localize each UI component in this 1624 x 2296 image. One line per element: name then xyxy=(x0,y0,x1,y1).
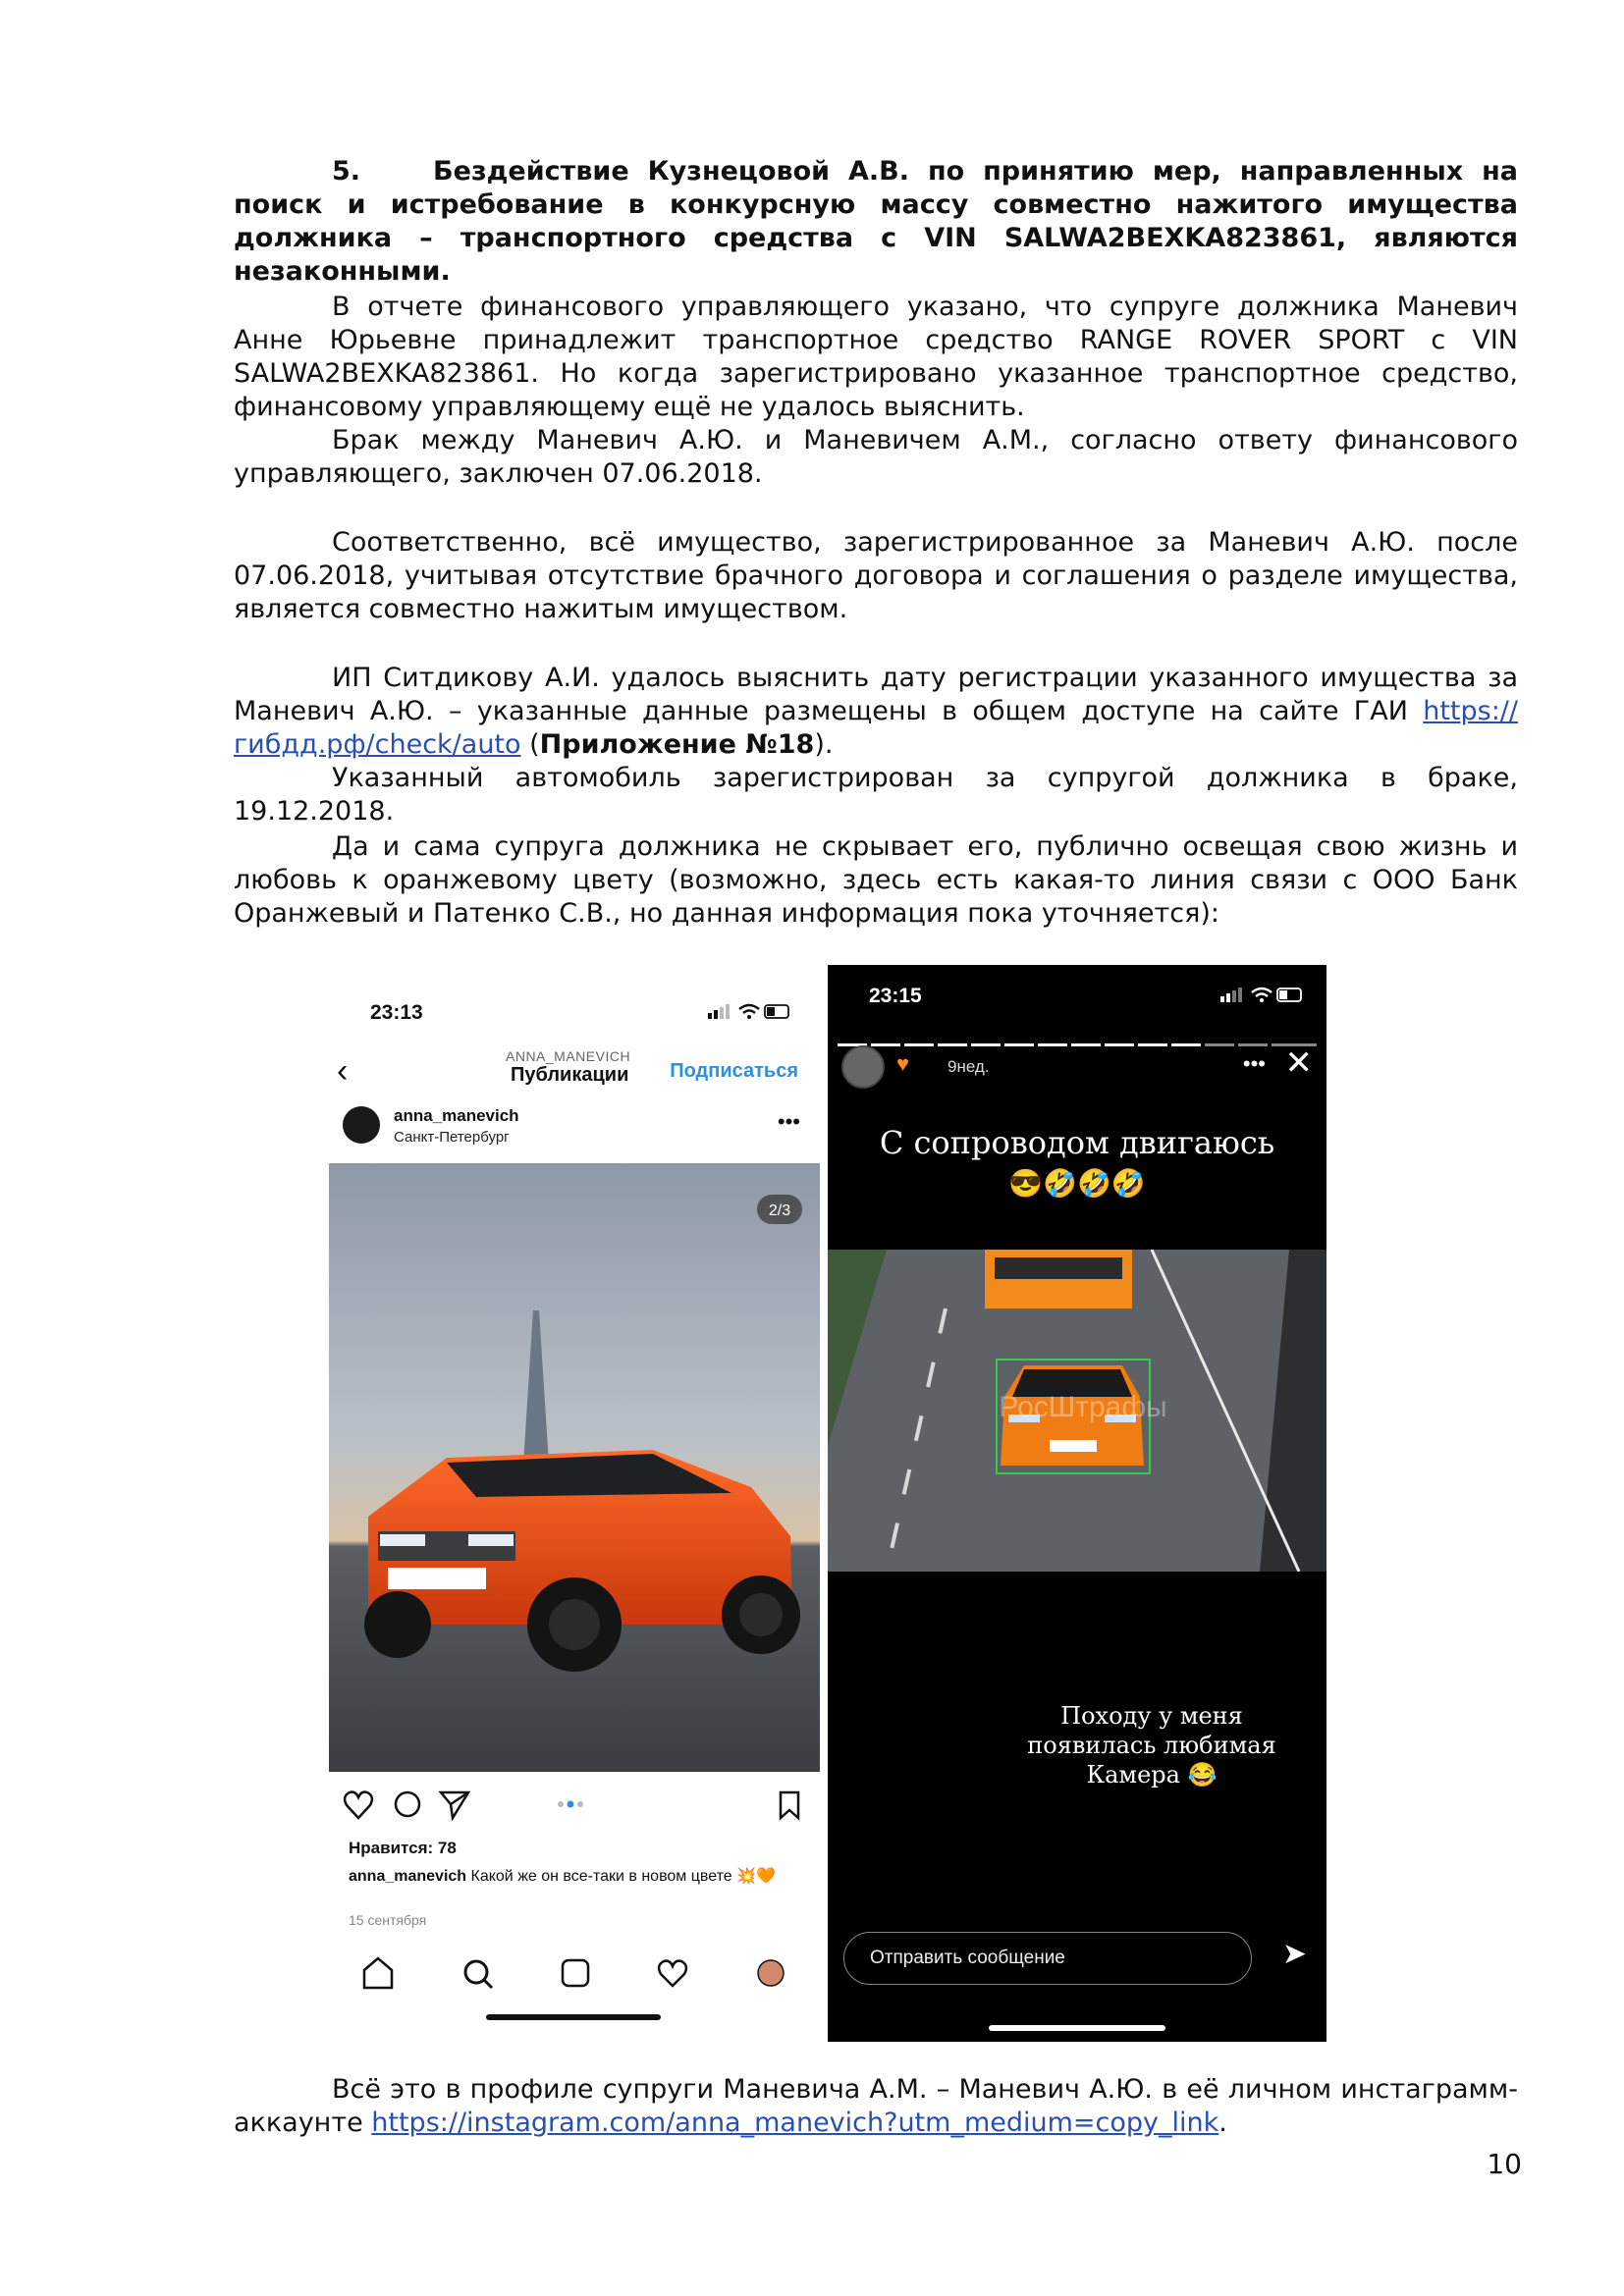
subscribe-button[interactable]: Подписаться xyxy=(670,1060,798,1082)
more-options-icon[interactable]: ••• xyxy=(777,1109,800,1134)
search-icon[interactable] xyxy=(465,1961,487,1983)
likes-count: Нравится: 78 xyxy=(349,1839,457,1857)
story-emoji: 😎🤣🤣🤣 xyxy=(1008,1168,1146,1199)
post-caption xyxy=(349,1867,800,1887)
home-indicator xyxy=(989,2025,1165,2031)
paragraph-2-text: Брак между Маневич А.Ю. и Маневичем А.М., согласно ответу финансового управляющего, заключен 07.06.2018. xyxy=(234,425,1518,489)
paragraph-7-end: . xyxy=(1218,2108,1227,2138)
back-chevron-icon[interactable]: ‹ xyxy=(337,1052,349,1090)
paragraph-7-start: Всё это в профиле супруги Маневича А.М. – Маневич А.Ю. в её личном инстаграмм-аккаунте xyxy=(234,2074,1518,2138)
story-title: С сопроводом двигаюсь xyxy=(879,1124,1275,1161)
heading-text: Бездействие Кузнецовой А.В. по принятию мер, направленных на поиск и истребование в конкурсную массу совместно нажитого имущества должника – транспортного средства с VIN SALWA2BEXKA823861, являются незаконными. xyxy=(234,156,1518,287)
paragraph-7-text xyxy=(234,2073,1518,2140)
status-icons xyxy=(1218,985,1305,1009)
header-username: ANNA_MANEVICH xyxy=(506,1048,631,1064)
header-title: Публикации xyxy=(511,1064,629,1086)
comment-icon[interactable] xyxy=(396,1792,419,1816)
caption-text: Какой же он все-таки в новом цвете 💥🧡 xyxy=(466,1868,776,1885)
paragraph-3-text: Соответственно, всё имущество, зарегистрированное за Маневич А.Ю. после 07.06.2018, учитывая отсутствие брачного договора и соглашения о разделе имущества, является совместно нажитым имуществом. xyxy=(234,527,1518,624)
activity-heart-icon[interactable] xyxy=(659,1961,686,1986)
profile-avatar-icon[interactable] xyxy=(758,1960,784,1986)
paragraph-4-start: ИП Ситдикову А.И. удалось выяснить дату регистрации указанного имущества за Маневич А.Ю. – указанные данные размещены в общем доступе на сайте ГАИ xyxy=(234,663,1518,726)
paragraph-3 xyxy=(234,526,1518,626)
image-counter: 2/3 xyxy=(768,1202,791,1219)
page-number: 10 xyxy=(1487,2148,1522,2180)
paragraph-6-text: Да и сама супруга должника не скрывает его, публично освещая свою жизнь и любовь к оранжевому цвету (возможно, здесь есть какая-то линия связи с ООО Банк Оранжевый и Патенко С.В., но данная информация пока уточняется): xyxy=(234,831,1518,929)
story-caption: Походу у меня появилась любимая Камера 😂 xyxy=(1027,1702,1276,1789)
paragraph-4 xyxy=(234,662,1518,828)
watermark: РосШтрафы xyxy=(999,1391,1167,1423)
instagram-link[interactable]: https://instagram.com/anna_manevich?utm_medium=copy_link xyxy=(371,2108,1219,2138)
caption-username[interactable]: anna_manevich xyxy=(349,1868,467,1885)
paragraph-4-text xyxy=(234,662,1518,762)
traffic-camera-photo xyxy=(828,1250,1326,1572)
share-icon[interactable] xyxy=(441,1792,468,1818)
appendix-ref: Приложение №18 xyxy=(539,729,815,760)
instagram-story-screenshot xyxy=(828,965,1326,2042)
message-placeholder: Отправить сообщение xyxy=(870,1948,1065,1968)
bottom-nav xyxy=(329,1949,820,1998)
post-actions xyxy=(343,1787,806,1826)
send-icon[interactable]: ➤ xyxy=(1281,1938,1307,1970)
post-username[interactable]: anna_manevich xyxy=(394,1106,519,1125)
close-icon[interactable]: ✕ xyxy=(1284,1044,1313,1082)
instagram-post-screenshot xyxy=(329,962,820,2032)
more-options-icon[interactable]: ••• xyxy=(1242,1051,1266,1076)
status-time: 23:15 xyxy=(869,985,922,1007)
post-location[interactable]: Санкт-Петербург xyxy=(394,1129,510,1146)
message-input[interactable] xyxy=(843,1932,1252,1985)
paragraph-1 xyxy=(234,291,1518,491)
avatar[interactable] xyxy=(343,1106,380,1144)
orange-heart-icon: ♥ xyxy=(896,1051,910,1076)
heart-icon[interactable] xyxy=(345,1792,372,1818)
car-photo xyxy=(329,1163,820,1772)
story-age: 9нед. xyxy=(947,1057,990,1076)
status-time: 23:13 xyxy=(370,1001,423,1024)
post-date: 15 сентября xyxy=(349,1912,427,1928)
paragraph-5-text: Указанный автомобиль зарегистрирован за супругой должника в браке, 19.12.2018. xyxy=(234,763,1518,827)
paragraph-6 xyxy=(234,830,1518,931)
paren-close: ). xyxy=(814,729,834,760)
paragraph-1-text: В отчете финансового управляющего указано, что супруге должника Маневич Анне Юрьевне принадлежит транспортное средство RANGE ROVER SPORT с VIN SALWA2BEXKA823861. Но когда зарегистрировано указанное транспортное средство, финансовому управляющему ещё не удалось выяснить. xyxy=(234,292,1518,422)
status-icons xyxy=(706,1001,792,1026)
bookmark-icon[interactable] xyxy=(781,1792,798,1818)
home-indicator xyxy=(486,2014,661,2020)
paren-open: ( xyxy=(520,729,540,760)
gibdd-link[interactable]: https://гибдд.рф/check/auto xyxy=(234,696,1518,760)
home-icon[interactable] xyxy=(364,1958,392,1988)
heading-number: 5. xyxy=(332,156,361,187)
paragraph-7 xyxy=(234,2073,1518,2140)
story-progress xyxy=(838,1034,1317,1037)
story-avatar[interactable] xyxy=(841,1045,885,1089)
section-heading xyxy=(234,155,1518,289)
reels-icon[interactable] xyxy=(563,1960,588,1986)
